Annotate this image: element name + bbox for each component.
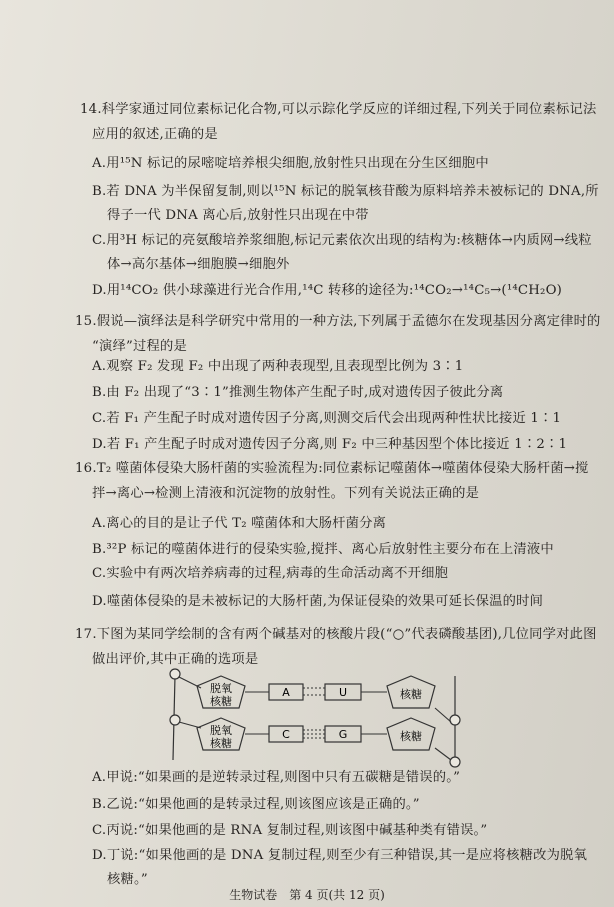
question-15-option-b: B.由 F₂ 出现了“3∶1”推测生物体产生配子时,成对遗传因子彼此分离 xyxy=(92,385,504,400)
base-c-label: C xyxy=(282,728,290,741)
question-16-option-a: A.离心的目的是让子代 T₂ 噬菌体和大肠杆菌分离 xyxy=(92,516,387,531)
phosphate-circle xyxy=(450,757,460,767)
question-15-option-d: D.若 F₁ 产生配子时成对遗传因子分离,则 F₂ 中三种基因型个体比接近 1∶2∶1 xyxy=(92,437,568,452)
base-u-label: U xyxy=(338,686,348,699)
question-14-option-d: D.用¹⁴CO₂ 供小球藻进行光合作用,¹⁴C 转移的途径为:¹⁴CO₂→¹⁴C₅→(¹⁴CH₂O) xyxy=(92,283,563,298)
phosphate-circle xyxy=(450,715,460,725)
question-15-option-a: A.观察 F₂ 发现 F₂ 中出现了两种表现型,且表现型比例为 3∶1 xyxy=(92,359,464,374)
base-a-label: A xyxy=(282,686,290,699)
question-15-stem-line-1: 15.假说—演绎法是科学研究中常用的一种方法,下列属于孟德尔在发现基因分离定律时的 xyxy=(75,314,601,329)
question-16-stem-line-2: 拌→离心→检测上清液和沉淀物的放射性。下列有关说法正确的是 xyxy=(92,486,480,501)
left-sugar-1-line1: 脱氧 xyxy=(210,682,232,695)
question-14-option-b: B.若 DNA 为半保留复制,则以¹⁵N 标记的脱氧核苷酸为原料培养未被标记的 DNA,所 xyxy=(92,184,599,199)
question-17-stem-line-1: 17.下图为某同学绘制的含有两个碱基对的核酸片段(“○”代表磷酸基团),几位同学对此图 xyxy=(75,627,597,642)
question-17-option-d-cont: 核糖。” xyxy=(107,872,148,887)
question-17-option-c: C.丙说:“如果他画的是 RNA 复制过程,则该图中碱基种类有错误。” xyxy=(92,823,488,838)
question-16-stem-line-1: 16.T₂ 噬菌体侵染大肠杆菌的实验流程为:同位素标记噬菌体→噬菌体侵染大肠杆菌→搅 xyxy=(75,461,589,476)
question-17-stem-line-2: 做出评价,其中正确的选项是 xyxy=(92,652,259,667)
question-14-option-a: A.用¹⁵N 标记的尿嘧啶培养根尖细胞,放射性只出现在分生区细胞中 xyxy=(92,156,489,171)
question-14-option-c-cont: 体→高尔基体→细胞膜→细胞外 xyxy=(107,257,290,272)
question-16-option-b: B.³²P 标记的噬菌体进行的侵染实验,搅拌、离心后放射性主要分布在上清液中 xyxy=(92,542,554,557)
question-14-option-c: C.用³H 标记的亮氨酸培养浆细胞,标记元素依次出现的结构为:核糖体→内质网→线粒 xyxy=(92,233,592,248)
left-sugar-2-line1: 脱氧 xyxy=(210,724,232,737)
right-sugar-2-label: 核糖 xyxy=(400,730,422,743)
question-15-stem-line-2: “演绎”过程的是 xyxy=(92,339,187,354)
left-sugar-2-line2: 核糖 xyxy=(210,737,232,750)
right-sugar-1-label: 核糖 xyxy=(400,688,422,701)
question-15-option-c: C.若 F₁ 产生配子时成对遗传因子分离,则测交后代会出现两种性状比接近 1∶1 xyxy=(92,411,562,426)
question-17-option-b: B.乙说:“如果他画的是转录过程,则该图应该是正确的。” xyxy=(92,797,420,812)
page-footer: 生物试卷 第 4 页(共 12 页) xyxy=(229,888,385,902)
question-16-option-c: C.实验中有两次培养病毒的过程,病毒的生命活动离不开细胞 xyxy=(92,566,449,581)
question-16-option-d: D.噬菌体侵染的是未被标记的大肠杆菌,为保证侵染的效果可延长保温的时间 xyxy=(92,594,544,609)
left-sugar-1-line2: 核糖 xyxy=(210,695,232,708)
question-14-option-b-cont: 得子一代 DNA 离心后,放射性只出现在中带 xyxy=(107,208,369,223)
question-14-stem-line-1: 14.科学家通过同位素标记化合物,可以示踪化学反应的详细过程,下列关于同位素标记法 xyxy=(80,102,597,117)
base-g-label: G xyxy=(338,728,348,741)
question-17-option-a: A.甲说:“如果画的是逆转录过程,则图中只有五碳糖是错误的。” xyxy=(92,770,461,785)
question-17-option-d: D.丁说:“如果他画的是 DNA 复制过程,则至少有三种错误,其一是应将核糖改为脱氧 xyxy=(92,848,588,863)
nucleic-acid-diagram xyxy=(165,662,465,774)
phosphate-circle xyxy=(170,669,180,679)
question-14-stem-line-2: 应用的叙述,正确的是 xyxy=(92,127,218,142)
phosphate-circle xyxy=(170,715,180,725)
